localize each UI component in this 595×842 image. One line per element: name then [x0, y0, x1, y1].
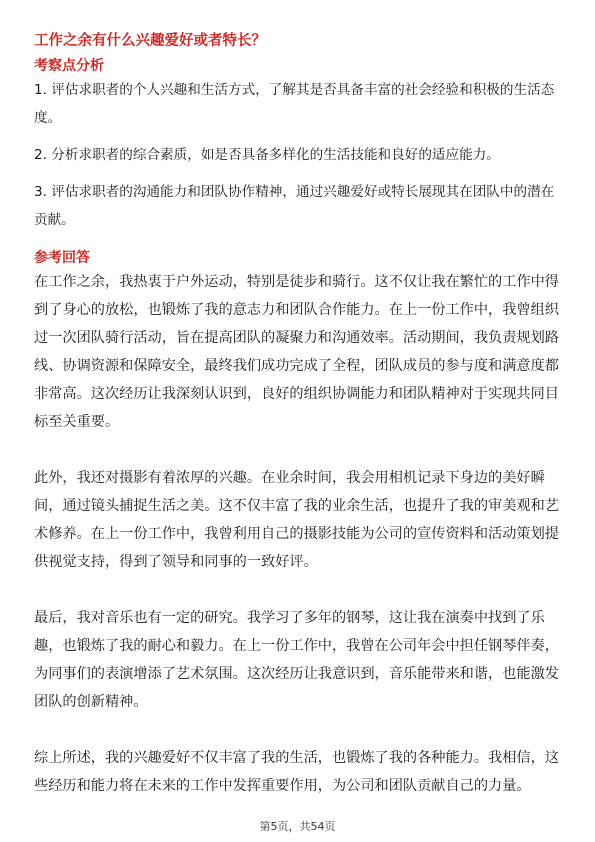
- page-content: [34, 31, 562, 814]
- answer-paragraph: 综上所述，我的兴趣爱好不仅丰富了我的生活，也锻炼了我的各种能力。我相信，这些经历和能力将在未来的工作中发挥重要作用，为公司和团队贡献自己的力量。: [34, 750, 559, 794]
- answer-heading: 参考回答: [34, 250, 90, 266]
- answer-paragraph: 最后，我对音乐也有一定的研究。我学习了多年的钢琴，这让我在演奏中找到了乐趣，也锻炼了我的耐心和毅力。在上一份工作中，我曾在公司年会中担任钢琴伴奏，为同事们的表演增添了艺术氛围。这次经历让我意识到，音乐能带来和谐，也能激发团队的创新精神。: [34, 610, 559, 710]
- analysis-item: 1. 评估求职者的个人兴趣和生活方式，了解其是否具备丰富的社会经验和积极的生活态度。: [34, 82, 555, 126]
- page-number: 第5页，共54页: [259, 820, 336, 833]
- analysis-item: 2. 分析求职者的综合素质，如是否具备多样化的生活技能和良好的适应能力。: [34, 147, 500, 163]
- analysis-list: [34, 76, 562, 234]
- analysis-section: [34, 56, 562, 234]
- analysis-item: 3. 评估求职者的沟通能力和团队协作精神，通过兴趣爱好或特长展现其在团队中的潜在贡献。: [34, 184, 555, 228]
- answer-section: [34, 248, 562, 800]
- answer-paragraph: 在工作之余，我热衷于户外运动，特别是徒步和骑行。这不仅让我在繁忙的工作中得到了身心的放松，也锻炼了我的意志力和团队合作能力。在上一份工作中，我曾组织过一次团队骑行活动，旨在提高团队的凝聚力和沟通效率。活动期间，我负责规划路线、协调资源和保障安全，最终我们成功完成了全程，团队成员的参与度和满意度都非常高。这次经历让我深刻认识到，良好的组织协调能力和团队精神对于实现共同目标至关重要。: [34, 274, 559, 430]
- analysis-heading: 考察点分析: [34, 58, 104, 74]
- question-title: 工作之余有什么兴趣爱好或者特长？: [34, 33, 266, 49]
- answer-paragraph: 此外，我还对摄影有着浓厚的兴趣。在业余时间，我会用相机记录下身边的美好瞬间，通过镜头捕捉生活之美。这不仅丰富了我的业余生活，也提升了我的审美观和艺术修养。在上一份工作中，我曾利用自己的摄影技能为公司的宣传资料和活动策划提供视觉支持，得到了领导和同事的一致好评。: [34, 470, 559, 570]
